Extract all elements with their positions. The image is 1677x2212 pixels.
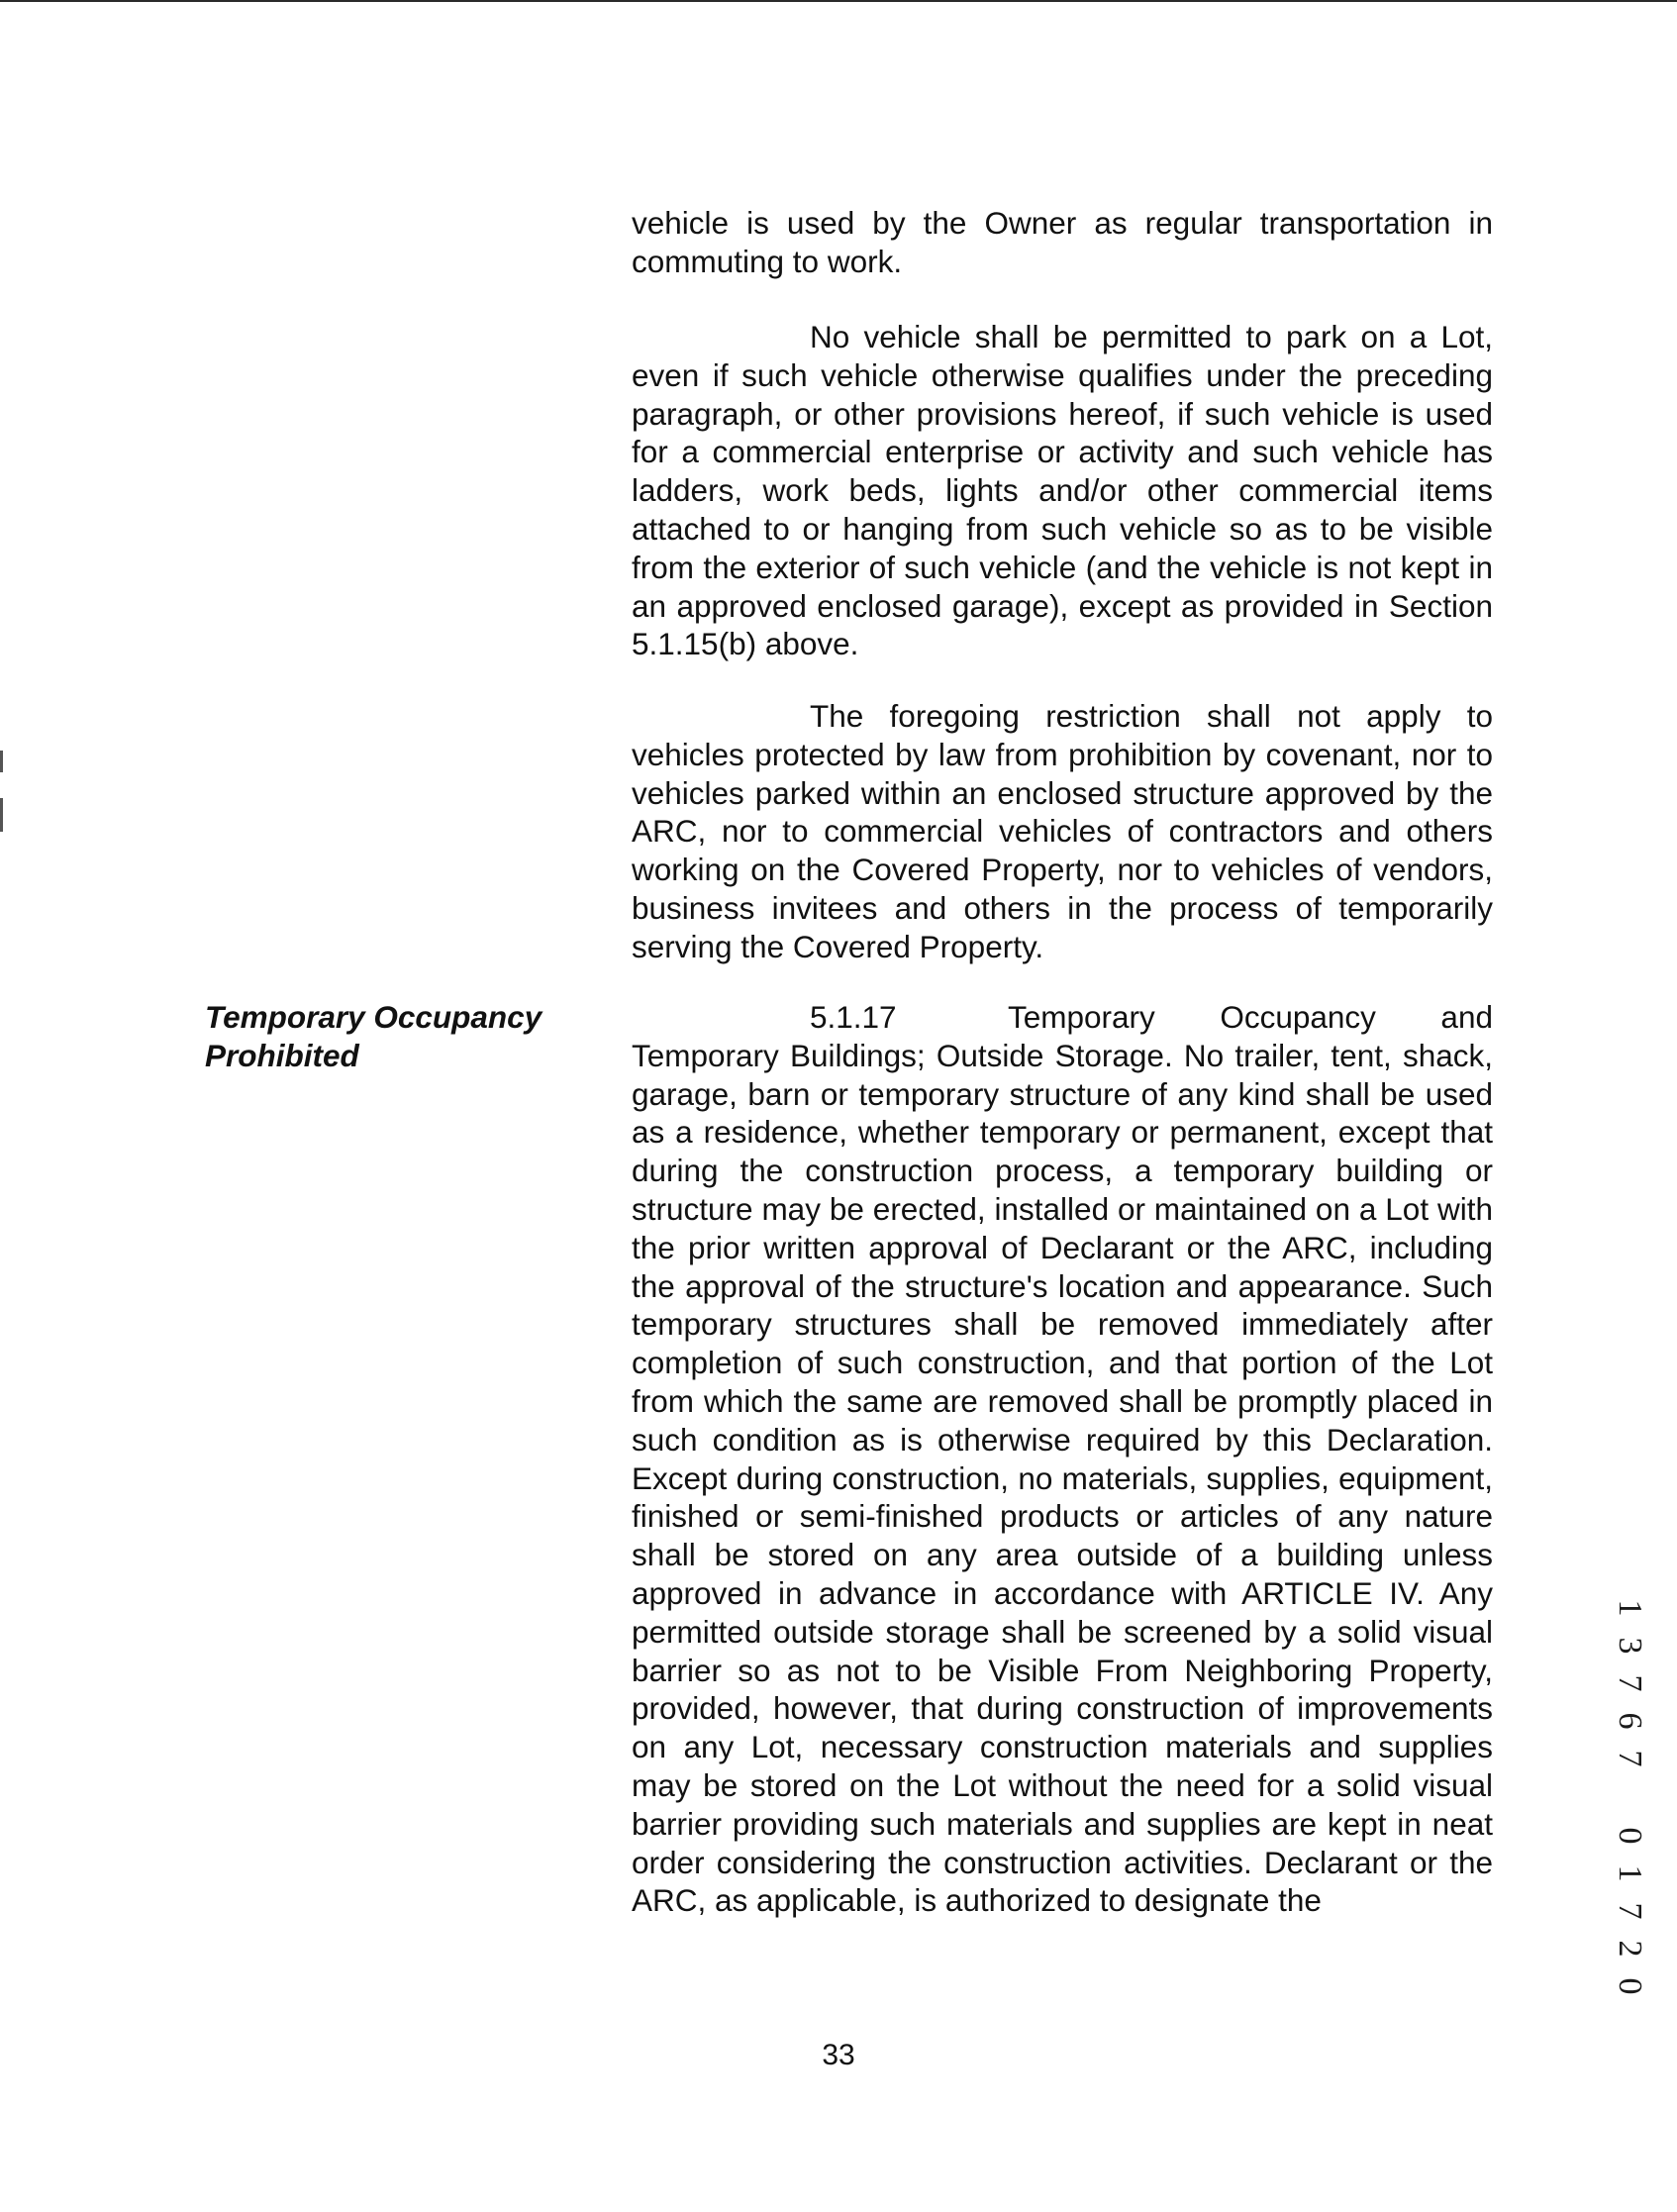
section-5-1-17 [632,998,1493,1920]
margin-heading-temporary-occupancy: Temporary Occupancy Prohibited [205,999,543,1073]
stamp-digit: 2 [1612,1940,1648,1958]
page-number: 33 [822,2039,855,2071]
recording-stamp [1605,1589,1654,2005]
stamp-digit: 3 [1612,1637,1648,1655]
paragraph-commercial-vehicles: No vehicle shall be permitted to park on a Lot, even if such vehicle otherwise qualifies under the preceding paragraph, or other provisions hereof, if such vehicle is used for a commercial enterprise or activity and such vehicle has ladders, work beds, lights and/or other commercial items attached to or hanging from such vehicle so as to be visible from the exterior of such vehicle (and the vehicle is not kept in an approved enclosed garage), except as provided in Section 5.1.15(b) above. [632,319,1493,662]
paragraph-commuting: vehicle is used by the Owner as regular transportation in commuting to work. [632,205,1493,279]
paragraph-restriction-exceptions: The foregoing restriction shall not apply to vehicles protected by law from prohibition by covenant, nor to vehicles parked within an enclosed structure approved by the ARC, nor to commercial vehicles of contractors and others working on the Covered Property, nor to vehicles of vendors, business invitees and others in the process of temporarily serving the Covered Property. [632,698,1493,964]
recording-stamp-book [1605,1589,1654,1777]
stamp-digit: 1 [1612,1599,1648,1617]
section-body: Temporary Occupancy and Temporary Buildings; Outside Storage. No trailer, tent, shack, garage, barn or temporary structure of any kind shall be used as a residence, whether temporary or permanent, except that during the construction process, a temporary building or structure may be erected, installed or maintained on a Lot with the prior written approval of Declarant or the ARC, including the approval of the structure's location and appearance. Such temporary structures shall be removed immediately after completion of such construction, and that portion of the Lot from which the same are removed shall be promptly placed in such condition as is otherwise required by this Declaration. Except during construction, no materials, supplies, equipment, finished or semi-finished products or articles of any nature shall be stored on any area outside of a building unless approved in advance in accordance with ARTICLE IV. Any permitted outside storage shall be screened by a solid visual barrier so as not to be Visible From Neighboring Property, provided, however, that during construction of improvements on any Lot, necessary construction materials and supplies may be stored on the Lot without the need for a solid visual barrier providing such materials and supplies are kept in neat order considering the construction activities. Declarant or the ARC, as applicable, is authorized to designate the [632,999,1493,1919]
stamp-digit: 0 [1612,1827,1648,1845]
scan-edge-mark [0,751,3,772]
stamp-digit: 6 [1612,1712,1648,1730]
stamp-digit: 7 [1612,1750,1648,1767]
stamp-digit: 1 [1612,1864,1648,1882]
recording-stamp-page [1605,1817,1654,2005]
scan-edge-mark [0,798,3,832]
stamp-digit: 7 [1612,1902,1648,1920]
scan-top-border [0,0,1677,2]
stamp-digit: 7 [1612,1674,1648,1692]
stamp-digit: 0 [1612,1977,1648,1995]
section-number: 5.1.17 [810,999,897,1035]
